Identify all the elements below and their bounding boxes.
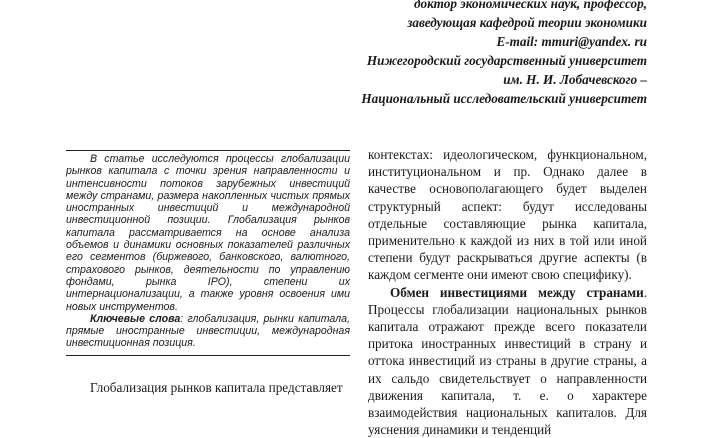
keywords-label: Ключевые слова [90,312,181,325]
right-column-body [368,146,647,438]
author-position: заведующая кафедрой теории экономики [407,14,647,30]
author-degree: доктор экономических наук, профессор, [414,0,647,11]
keywords [66,313,350,350]
author-email: E-mail: mmuri@yandex. ru [496,33,647,49]
author-university-name: им. Н. И. Лобачевского – [503,71,647,87]
introduction-paragraph: Глобализация рынков капитала представляет [90,380,343,395]
author-info [361,0,647,108]
author-university-status: Национальный исследовательский университет [361,90,647,106]
section-heading: Обмен инвестициями между странами [390,284,644,300]
left-column-body [66,380,350,397]
body-paragraph-1: контекстах: идеологическом, функциональном, институциональном и пр. Однако далее в качестве основополагающего будет выделен структурный аспект: будут исследованы отдельные составляющие рынка капитала, применительно к каждой из них в той или иной степени будут раскрываться другие аспекты (в каждом сегменте они имеют свою специфику). [368,147,647,283]
author-university: Нижегородский государственный университет [366,52,647,68]
abstract [66,150,350,356]
body-paragraph-2: Процессы глобализации национальных рынков капитала отражают прежде всего показатели притока иностранных инвестиций в страну и оттока инвестиций из страны в другие страны, а их сальдо свидетельствует о направленности движения капитала, т. е. о характере взаимодействия национальных капиталов. Для уяснения динамики и тенденций [368,301,647,438]
abstract-bottom-rule [66,355,350,356]
abstract-text: В статье исследуются процессы глобализации рынков капитала с точки зрения направленности и интенсивности потоков зарубежных инвестиций между странами, размера накопленных чистых прямых иностранных инвестиций и международной инвестиционной позиции. Глобализация рынков капитала рассматривается на основе анализа объемов и динамики основных показателей различных его сегментов (биржевого, банковского, валютного, страхового рынков, деятельности по управлению фондами, рынка IPO), степени их интернационализации, а также уровня освоения ими новых инструментов. [66,153,350,313]
section-paragraph: Обмен инвестициями между странами. Процессы глобализации национальных рынков капитала отражают прежде всего показатели притока иностранных инвестиций в страну и оттока инвестиций из страны в другие страны, а их сальдо свидетельствует о направленности движения капитала, т. е. о характере взаимодействия национальных капиталов. Для уяснения динамики и тенденций [368,284,647,438]
keywords-text: : глобализация, рынки капитала, прямые иностранные инвестиции, международная инвестиционная позиция. [66,312,350,350]
